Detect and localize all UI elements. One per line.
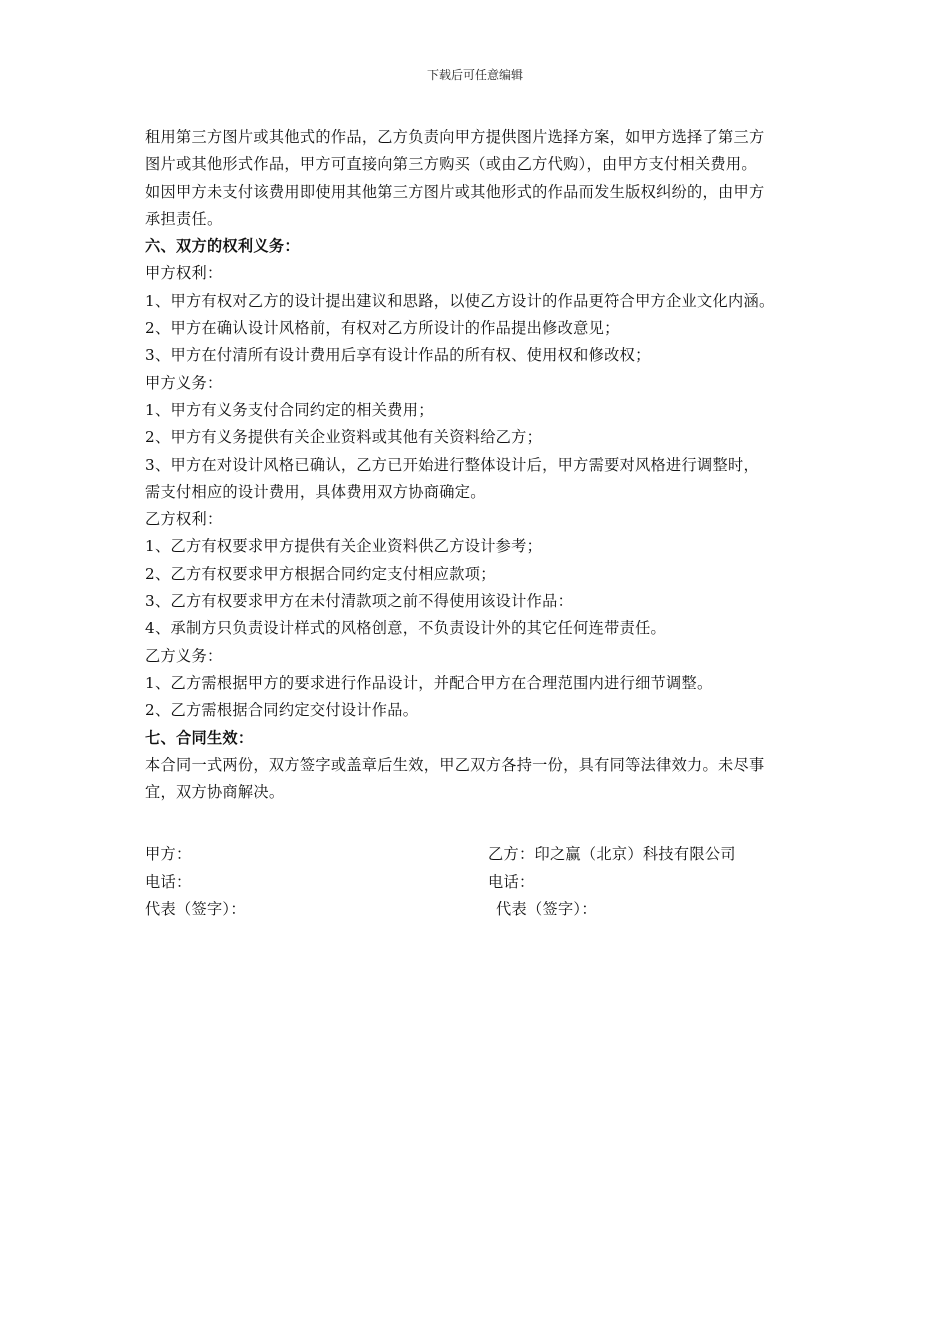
party-b-phone-label: 电话： xyxy=(488,872,535,891)
paragraph-line: 图片或其他形式作品，甲方可直接向第三方购买（或由乙方代购），由甲方支付相关费用。 xyxy=(145,155,757,174)
list-item: 2、乙方需根据合同约定交付设计作品。 xyxy=(145,701,419,720)
party-a-rights-label: 甲方权利： xyxy=(145,264,223,283)
list-item: 1、乙方有权要求甲方提供有关企业资料供乙方设计参考； xyxy=(145,537,543,556)
paragraph-line: 宜，双方协商解决。 xyxy=(145,783,285,802)
party-b-rights-label: 乙方权利： xyxy=(145,510,223,529)
signature-row-phone xyxy=(145,869,825,897)
page-header: 下载后可任意编辑 xyxy=(426,68,523,82)
list-item: 1、甲方有权对乙方的设计提出建议和思路，以使乙方设计的作品更符合甲方企业文化内涵。 xyxy=(145,291,775,310)
party-a-representative-label: 代表（签字）： xyxy=(145,900,246,918)
paragraph-line: 本合同一式两份，双方签字或盖章后生效，甲乙双方各持一份，具有同等法律效力。未尽事 xyxy=(145,755,765,774)
party-b-duties-label: 乙方义务： xyxy=(145,646,223,665)
list-item: 3、甲方在对设计风格已确认，乙方已开始进行整体设计后，甲方需要对风格进行调整时， xyxy=(145,455,759,474)
list-item: 需支付相应的设计费用，具体费用双方协商确定。 xyxy=(145,482,486,501)
section-heading-rights-obligations: 六、双方的权利义务： xyxy=(145,237,300,256)
section-heading-contract-effective: 七、合同生效： xyxy=(145,728,254,747)
party-a-phone-label: 电话： xyxy=(145,872,192,891)
paragraph-line: 如因甲方未支付该费用即使用其他第三方图片或其他形式的作品而发生版权纠纷的，由甲方 xyxy=(145,182,765,201)
party-a-duties-label: 甲方义务： xyxy=(145,373,223,392)
party-b-label: 乙方：印之赢（北京）科技有限公司 xyxy=(488,845,736,863)
list-item: 3、甲方在付清所有设计费用后享有设计作品的所有权、使用权和修改权； xyxy=(145,346,651,365)
list-item: 1、甲方有义务支付合同约定的相关费用； xyxy=(145,400,434,419)
party-a-label: 甲方： xyxy=(145,845,192,863)
signature-row-party xyxy=(145,841,825,869)
party-b-representative-label: 代表（签字）： xyxy=(496,900,597,918)
paragraph-line: 租用第三方图片或其他式的作品，乙方负责向甲方提供图片选择方案，如甲方选择了第三方 xyxy=(145,128,765,146)
contract-body xyxy=(145,124,825,806)
signature-row-representative xyxy=(145,896,825,924)
list-item: 1、乙方需根据甲方的要求进行作品设计，并配合甲方在合理范围内进行细节调整。 xyxy=(145,673,713,692)
list-item: 2、甲方有义务提供有关企业资料或其他有关资料给乙方； xyxy=(145,428,543,447)
list-item: 2、甲方在确认设计风格前，有权对乙方所设计的作品提出修改意见； xyxy=(145,319,620,338)
list-item: 4、承制方只负责设计样式的风格创意，不负责设计外的其它任何连带责任。 xyxy=(145,619,667,638)
list-item: 3、乙方有权要求甲方在未付清款项之前不得使用该设计作品： xyxy=(145,592,574,611)
signature-block xyxy=(145,841,825,924)
list-item: 2、乙方有权要求甲方根据合同约定支付相应款项； xyxy=(145,564,496,583)
paragraph-line: 承担责任。 xyxy=(145,209,223,228)
